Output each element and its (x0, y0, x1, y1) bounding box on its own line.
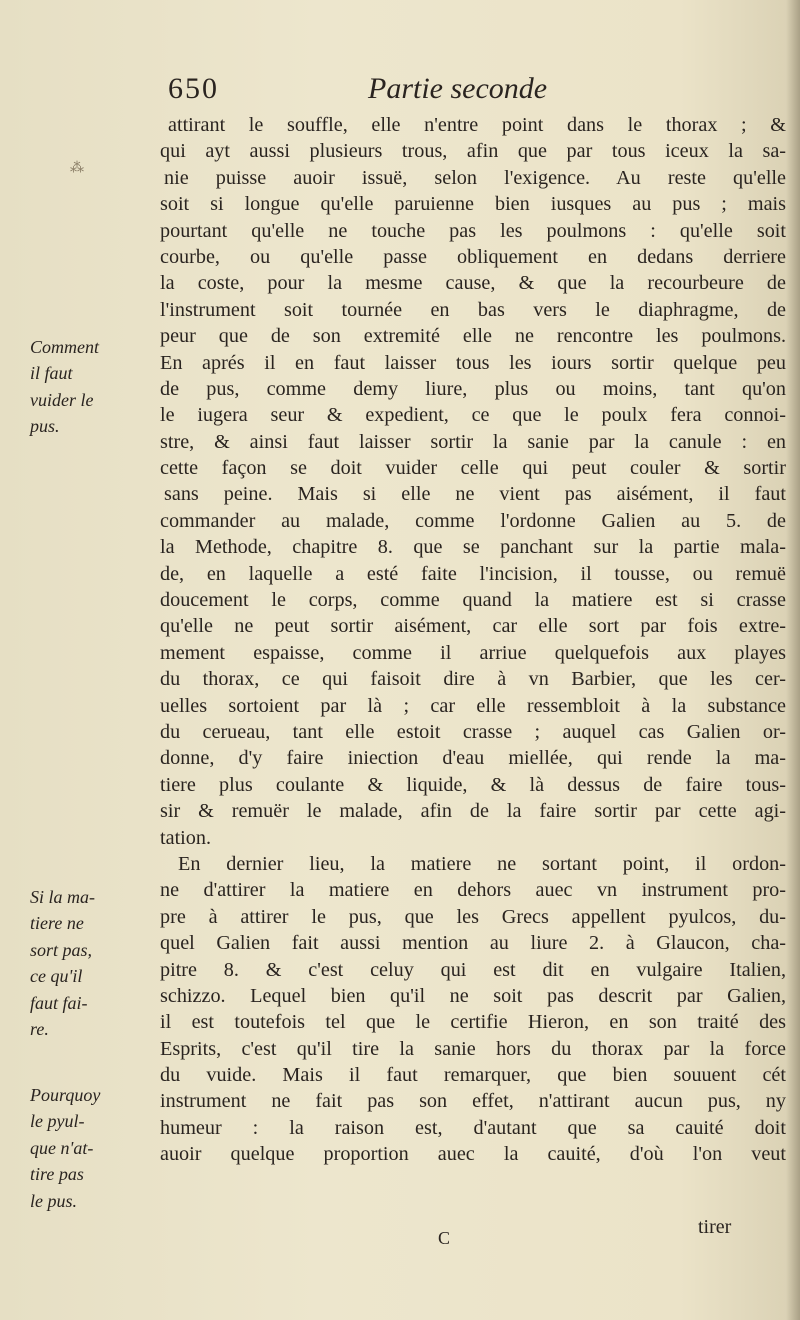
text-line: tation. (160, 826, 212, 849)
running-title: Partie seconde (368, 72, 548, 105)
text-line: donne, d'y faire iniection d'eau miellée, qui rende la ma- (160, 747, 786, 770)
margin-note-line: le pyul- (30, 1111, 85, 1132)
text-line: nie puisse auoir issuë, selon l'exigence. Au reste qu'elle (164, 166, 786, 189)
margin-note-line: Si la ma- (30, 887, 95, 907)
margin-note-line: le pus. (30, 1190, 77, 1211)
text-line: instrument ne fait pas son effet, n'attirant aucun pus, ny (160, 1090, 786, 1113)
margin-note (30, 1082, 160, 1214)
page-header (168, 72, 768, 112)
text-line: l'instrument soit tournée en bas vers le diaphragme, de (160, 298, 786, 321)
body-text (160, 112, 786, 1168)
margin-note-line: re. (30, 1018, 49, 1039)
signature-mark: C (438, 1228, 451, 1248)
text-line: doucement le corps, comme quand la matiere est si crasse (160, 589, 786, 612)
page-edge-shadow (786, 0, 800, 1320)
margin-note-line: sort pas, (30, 939, 93, 960)
catchword: tirer (698, 1216, 732, 1238)
text-line: schizzo. Lequel bien qu'il ne soit pas descrit par Galien, (160, 984, 786, 1007)
text-line: la coste, pour la mesme cause, & que la recourbeure de (160, 272, 786, 295)
text-line: qui ayt aussi plusieurs trous, afin que par tous iceux la sa- (160, 140, 786, 163)
text-line: du thorax, ce qui faisoit dire à vn Barbier, que les cer- (160, 668, 786, 691)
text-line: ne d'attirer la matiere en dehors auec vn instrument pro- (160, 879, 786, 902)
text-line: courbe, ou qu'elle passe obliquement en dedans derriere (160, 245, 786, 268)
text-line: du vuide. Mais il faut remarquer, que bien souuent cét (160, 1064, 786, 1087)
text-line: uelles sortoient par là ; car elle ressembloit à la substance (160, 694, 786, 717)
text-line: En dernier lieu, la matiere ne sortant point, il ordon- (178, 852, 786, 875)
margin-note-line: il faut (30, 363, 73, 384)
text-line: cette façon se doit vuider celle qui peut couler & sortir (160, 457, 786, 480)
text-line: la Methode, chapitre 8. que se panchant sur la partie mala- (160, 536, 786, 559)
text-line: stre, & ainsi faut laisser sortir la sanie par la canule : en (160, 430, 786, 453)
margin-note-line: pus. (30, 416, 60, 437)
margin-note-line: Comment (30, 337, 99, 357)
text-line: du cerueau, tant elle estoit crasse ; auquel cas Galien or- (160, 720, 786, 743)
text-line: humeur : la raison est, d'autant que sa cauité doit (160, 1116, 786, 1139)
text-line: tiere plus coulante & liquide, & là dessus de faire tous- (160, 773, 786, 796)
text-line: soit si longue qu'elle paruienne bien iusques au pus ; mais (160, 193, 786, 216)
text-line: mement espaisse, comme il arriue quelquefois aux playes (160, 641, 786, 664)
margin-note-line: ce qu'il (30, 966, 83, 987)
margin-note-line: tiere ne (30, 913, 84, 934)
page-number: 650 (168, 72, 219, 105)
text-line: quel Galien fait aussi mention au liure 2. à Glaucon, cha- (160, 932, 786, 955)
margin-note-line: faut fai- (30, 992, 88, 1013)
text-line: sir & remuër le malade, afin de la faire sortir par cette agi- (160, 800, 786, 823)
margin-note (30, 334, 160, 440)
text-line: commander au malade, comme l'ordonne Galien au 5. de (160, 509, 786, 532)
text-line: pitre 8. & c'est celuy qui est dit en vulgaire Italien, (160, 958, 786, 981)
text-line: le iugera seur & expedient, ce que le poulx fera connoi- (160, 404, 786, 427)
text-line: auoir quelque proportion auec la cauité, d'où l'on veut (160, 1143, 786, 1166)
text-line: Esprits, c'est qu'il tire la sanie hors du thorax par la force (160, 1037, 786, 1060)
margin-note-line: que n'at- (30, 1137, 94, 1158)
text-line: attirant le souffle, elle n'entre point dans le thorax ; & (168, 114, 786, 136)
ink-speck: ⁂ (70, 160, 84, 176)
text-line: pre à attirer le pus, que les Grecs appellent pyulcos, du- (160, 905, 786, 928)
text-line: de, en laquelle a esté faite l'incision, il tousse, ou remuë (160, 562, 786, 585)
text-line: sans peine. Mais si elle ne vient pas aisément, il faut (164, 483, 786, 506)
margin-note (30, 884, 160, 1042)
text-line: peur que de son extremité elle ne rencontre les poulmons. (160, 325, 786, 348)
margin-note-line: vuider le (30, 389, 94, 410)
margin-note-line: tire pas (30, 1164, 84, 1185)
text-line: de pus, comme demy liure, plus ou moins, tant qu'on (160, 377, 786, 400)
margin-note-line: Pourquoy (30, 1085, 101, 1105)
text-line: pourtant qu'elle ne touche pas les poulmons : qu'elle soit (160, 219, 786, 242)
text-line: En aprés il en faut laisser tous les iours sortir quelque peu (160, 351, 786, 374)
text-line: qu'elle ne peut sortir aisément, car elle sort par fois extre- (160, 615, 786, 638)
text-line: il est toutefois tel que le certifie Hieron, en son traité des (160, 1011, 786, 1034)
